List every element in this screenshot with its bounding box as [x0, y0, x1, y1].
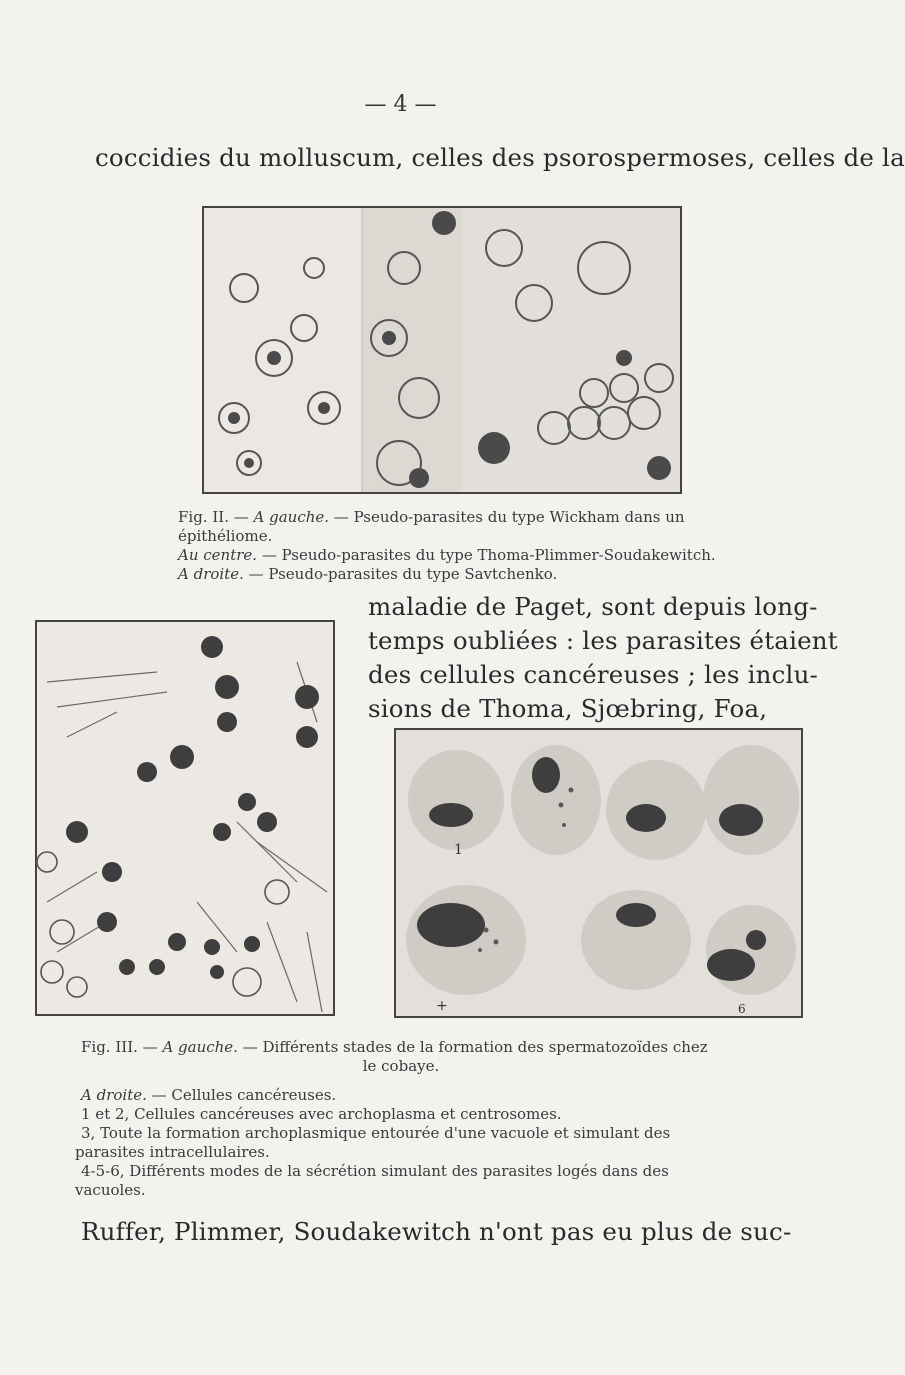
figure-3-left-illustration	[37, 622, 333, 1014]
figure-3-right-plate	[394, 728, 803, 1018]
figure-2-caption-line-1: Fig. II. — A gauche. — Pseudo-parasites du type Wickham dans un épithéliome.	[178, 508, 685, 545]
figure-3-right-illustration	[396, 730, 801, 1016]
legend-item-3b: vacuoles.	[75, 1181, 146, 1199]
legend-item-1: 1 et 2, Cellules cancéreuses avec archoplasma et centrosomes.	[81, 1105, 562, 1123]
plate-label-plus: +	[436, 998, 448, 1014]
top-line: coccidies du molluscum, celles des psorospermoses, celles de la	[95, 143, 905, 172]
figure-2-illustration	[204, 208, 680, 492]
figure-2-caption-line-2: Au centre. — Pseudo-parasites du type Thoma-Plimmer-Soudakewitch.	[178, 546, 716, 564]
caption-position-center: Au centre.	[178, 546, 258, 564]
caption-position-left: A gauche.	[253, 508, 330, 526]
caption-position-right: A droite.	[81, 1086, 147, 1104]
body-line-3: des cellules cancéreuses ; les inclu-	[368, 660, 819, 689]
figure-3-caption-line-1: Fig. III. — A gauche. — Différents stades de la formation des spermatozoïdes chez	[81, 1038, 708, 1056]
legend-item-3a: 4-5-6, Différents modes de la sécrétion simulant des parasites logés dans des	[81, 1162, 669, 1180]
body-line-2: temps oubliées : les parasites étaient	[368, 626, 838, 655]
plate-label-1: 1	[454, 842, 463, 858]
page-number: — 4 —	[364, 92, 437, 117]
figure-2-caption-line-3: A droite. — Pseudo-parasites du type Savtchenko.	[178, 565, 558, 583]
legend-item-2a: 3, Toute la formation archoplasmique entourée d'une vacuole et simulant des	[81, 1124, 671, 1142]
figure-2-plate	[202, 206, 682, 494]
legend-item-2b: parasites intracellulaires.	[75, 1143, 270, 1161]
figure-3-left-plate	[35, 620, 335, 1016]
figure-3-right-legend	[75, 1086, 771, 1200]
body-line-4: sions de Thoma, Sjœbring, Foa,	[368, 694, 768, 723]
legend-heading: A droite. — Cellules cancéreuses.	[81, 1086, 337, 1104]
plate-label-6: 6	[738, 1002, 746, 1016]
figure-3-caption	[81, 1038, 771, 1076]
figure-3-caption-line-1-cont: le cobaye.	[362, 1057, 440, 1075]
bottom-line: Ruffer, Plimmer, Soudakewitch n'ont pas eu plus de suc-	[81, 1217, 792, 1246]
figure-2-caption	[178, 508, 778, 584]
caption-position-left: A gauche.	[162, 1038, 238, 1056]
body-line-1: maladie de Paget, sont depuis long-	[368, 592, 818, 621]
caption-position-right: A droite.	[178, 565, 244, 583]
